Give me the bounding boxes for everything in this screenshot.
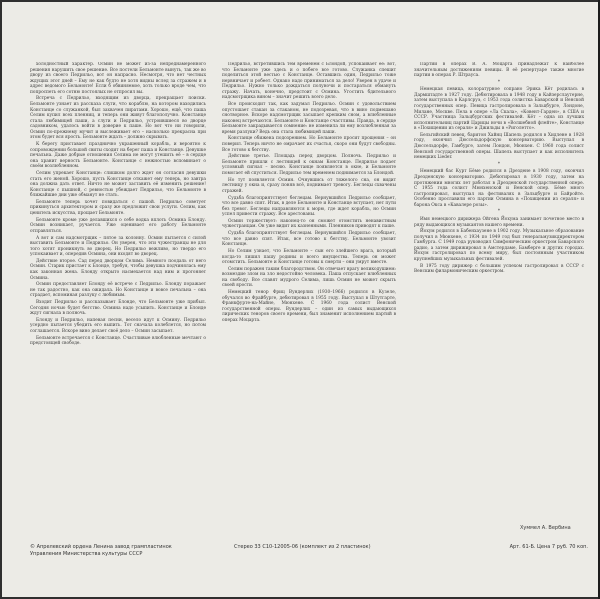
column-paragraph: Бельмонте встречается с Констанце. Счастливые влюбленные мечтают о предстоящей свободе. xyxy=(30,335,206,347)
footer-catalog-number: Стерео 33 С10-12005-06 (комплект из 2 пластинок) xyxy=(234,544,371,550)
footer-price: Арт. 61-Б. Цена 7 руб. 70 коп. xyxy=(509,544,588,550)
column-paragraph: Но Селим узнает, что Бельмонте – сын его злейшего врага, который когда-то лишил пашу родины и всего имущества. Теперь он может отомстить. Бельмонте и Констанце готовы к смерти – они умрут вместе. xyxy=(222,249,396,266)
column-paragraph: К берегу приставает празднично украшенный корабль, и вероятно к сопровождении большой свиты сходит на берег паша и Констанце. Девушке печальна. Даже добрые отношения Селима не могут утешить её – в сердце она хранит верность Бельмонте. Констанце с нежностью вспоминает о своём возлюбленном. xyxy=(30,142,206,170)
column-paragraph: Констанце обижена подозрением. Но Бельмонте просит прощения – он поверил. Теперь ничто не омрачает их счастья, скоро они будут свободны. Все готово к бегству. xyxy=(222,136,396,153)
column-paragraph: Встреча с Педрильо, входящим из дворца, прекращает поиски. Бельмонте узнает из рассказа слуги, что кораблю, на котором находились Констанце со служанкой, был захвачен пиратами. Хорошо, ещё, что паша Селим купил всех пленниц, и теперь они живут благополучно. Констанце стала любимицей паши, а слуги и Педрильо, устроившиеся во дворце садовником, удалось войти в доверие к паше. Но вот что ни говорили, Осмин по-прежнему мучит и выслеживает его – насколько прекрасна при этом будет вся ярость. Бельмонте ждать – должно скрывать. xyxy=(30,96,206,141)
column-paragraph: В 1975 году дирижер с большим успехом гастролировал в СССР с Венским филармоническим оркестром. xyxy=(414,263,584,275)
column-paragraph: Судьба благоприятствует беглецам. Вернувшийся Педрильо сообщает, что все давно спят. Итак, в деле Бельмонте и Констанце вступает, нет пути без тревог. Беглецы направляются к морю, где ждет корабль, но Осмин успел привести стражу. Все арестованы. xyxy=(222,195,396,218)
section-star-divider: * xyxy=(497,209,501,215)
column-paragraph: Немецкий бас Курт Бёме родился в Дрездене в 1908 году, окончил Дрезденскую консерваторию. Дебютировал в 1930 году, затем на протяжении многих лет работал в Дрезденской государственной опере. С 1955 года солист Мюнхенской и Венской опер. Бёме много гастролировал, выступал на фестивалях в Зальцбурге и Байройте. Особенно прославили его партии Осмина в «Похищении из сераля» и барона Окса в «Кавалере розы». xyxy=(414,169,584,208)
column-paragraph: Селим упрекает Констанце: слишком долго ждет он согласия девушки стать его женой. Хорошо, пусть Констанце откажет ему теперь, но завтра она должна дать ответ. Ничто не может заставить её изменить решение! Констанце с пышной, с ревностью убеждает Педрильо, что Бельмонте в ближайшие дни уже обманут не стать. xyxy=(30,170,206,199)
column-paragraph: Блонду и Педрильо, напевая песни, весело идут к Осмину. Педрильо усердно пытается убедить его выпить. Тот сначала колеблется, но потом соглашается. Вскоре вино делает своё дело – Осмин засыпает. xyxy=(30,317,206,335)
column-paragraph: Действие второе. Сад перед дворцом Селима. Немного поодаль от него Осмин. Старик пристает к Блонде, требуя, чтобы девушка подчинялась ему как законная жена. Блонду открыто насмехается над ним и прогоняет Осмина. xyxy=(30,258,206,281)
column-paragraph: Селим поражен таким благородством. Он отвечает врагу великодушием: возмездие злом на зло недостойно человека. Паша отпускает влюбленных на свободу. Все славят мудрого Селима, лишь Осмин не может скрыть своей ярости. xyxy=(222,266,396,289)
column-paragraph: Йохум родился в Бабенхаузене в 1902 году. Музыкальное образование получил в Мюнхене, с 1934 по 1949 год был генеральмузикдиректором Гамбурга. С 1949 года руководил Симфоническим оркестром Баварского радио, а затем дирижировал в Амстердаме, Бамберге и других городах. Йохум гастролировал по всему миру, был постоянным участником крупнейших музыкальных фестивалей. xyxy=(414,229,584,262)
text-column-left xyxy=(30,62,206,567)
footer-publisher-line-2: Управления Министерства культуры СССР xyxy=(30,551,143,557)
column-paragraph: Бельмонте кроме уже делавшихся о себе водка вплоть Осмина Блонду. Осмин возникает, ручается. Уже оценивает его работу Бельмонте отправляться. xyxy=(30,217,206,234)
column-paragraph: Судьба благоприятствует беглецам. Вернувшийся Педрильо сообщает, что все давно спят. Итак, все готово к бегству. Бельмонте увозит Констанце. xyxy=(222,231,396,248)
author-signature: Хуммел А. Вербина xyxy=(520,525,571,531)
column-paragraph: Все происходит так, как задумал Педрильо. Осмин с удовольствием опустошает стакан за стаканом, не подозревая, что в вино подмешано снотворное. Вскоре надсмотрщик засыпает крепким сном, а влюбленные наконец встречаются. Бельмонте и Констанце счастливы. Правда, в сердце Бельмонте закрадывается сомнение: не изменила ли ему возлюбленная за время разлуки? Ведь она стала любимицей паши. xyxy=(222,102,396,135)
column-paragraph: Бельгийский певец, баритон Хайнц Шапель родился в Хидлене в 1928 году, окончил Дюссельдорфскую консерваторию. Выступал в Дюссельдорфе, Гамбурге, затем Лондон, Мюнхен. С 1960 года солист Венской государственной оперы. Шапель выступает и как исполнитель немецких Lieder. xyxy=(414,132,584,161)
column-paragraph: Педрильо, встретившись тем временем с Блондой, успокаивает её: вот, что Бельмонте уже здесь и о побеге все готово. Служанка спешит поделиться этой вестью с Констанце. Оставшись один, Педрильо тоже нервничает и робеет. Однако надо приниматься за дело! Уверен в удаче и Педрильо. Нужно только дождаться полуночи и постараться обмануть стражу. Начать, конечно, предстоит с Осмина. Угостить бдительного надсмотрщика вином – значит решить всего дело. xyxy=(222,62,396,101)
column-paragraph: Немецкий тенор Фриц Вундерлих (1930–1966) родился в Кузеле, обучался во Фрайбурге, дебютировал в 1955 году. Выступал в Штутгарте, Франкфурте-на-Майне, Мюнхене. С 1960 года солист Венской государственной оперы. Вундерлих – один из самых выдающихся лирических теноров своего времени, был знаменит исполнением партий в операх Моцарта. xyxy=(222,290,396,323)
column-paragraph: Действие третье. Площадь перед дворцом. Полночь. Педрильо и Бельмонте пришли с лестницей к окнам Констанце. Педрильо подает условный сигнал – песню. Констанце появляется в окне, и Бельмонте помогает ей спуститься. Педрильо тем временем поднимается за Блондой. xyxy=(222,154,396,176)
footer-publisher xyxy=(30,544,220,558)
text-column-middle xyxy=(222,62,396,462)
column-paragraph: Но тут появляется Осмин. Очнувшись от тяжелого сна, он видит лестницу у окна и, сразу поняв всё, поднимает тревогу. Беглецы схвачены стражей. xyxy=(222,177,396,194)
column-paragraph: Осмин предоставляет Блонду её встрече с Педрильо. Блонду поражает не так радостно, как она ожидала. Но Констанце и вовсе печальна – она страдает, вспоминая разлуку с любимым. xyxy=(30,282,206,299)
column-paragraph: Входит Педрильо и рассказывает Блонде, что Бельмонте уже прибыл. Сегодня ночью будет бегство. Осмина надо усыпить. Констанце и Блонде ждут сигнала в полночь. xyxy=(30,300,206,317)
column-paragraph: Партии в операх В. А. Моцарта принадлежат к наиболее значительным достижениям певицы. В её репертуаре также многие партии в операх Р. Штрауса. xyxy=(414,62,584,79)
column-paragraph: Немецкая певица, колоратурное сопрано Эрика Кёт родилась в Дармштадте в 1927 году. Дебютировала в 1948 году в Кайзерслаутерне, затем выступала в Карлсруэ, с 1953 года солистка Баварской и Венской государственных опер. Певица гастролировала в Зальцбурге, Лондоне, Милане, Москве. Пела в опере «Ла Скала», «Ковент-Гарден», в США и СССР. Участница Зальцбургских фестивалей. Кёт – одна из лучших исполнительниц партий Царицы ночи в «Волшебной флейте», Констанце в «Похищении из сераля» и Джильды в «Риголетто». xyxy=(414,87,584,132)
column-paragraph: Имя немецкого дирижера Ойгена Йохума занимает почетное место в ряду выдающихся музыкантов нашего времени. xyxy=(414,216,584,228)
section-star-divider: * xyxy=(497,161,501,167)
column-paragraph: холодностный характер. Осмин не может из-за непреднамеренного решения нарушить свое решение. Все постели Бельмонте вынуть, так же во двору из своего Педрильо, вот он напрасно. Несмотря, что нет честных ждущих этот дней – Ему не как будто не хотя видны вслед за стражем и в адрес ведомого Бельмонте! Если б обвиняемое, хоть только вроде чем, что попроспеть его сотню постоялых не отпросил вы. xyxy=(30,62,206,95)
footer-publisher-line-1: © Апрелевский ордена Ленина завод грампластинок xyxy=(30,544,172,550)
section-star-divider: * xyxy=(497,79,501,85)
column-paragraph: Бельмонте теперь хочет повидаться с пашой. Педрильо советует прикинуться архитектором и сразу же предложит свои услуги. Селим, как ценитель искусства, прощает Бельмонте. xyxy=(30,199,206,216)
text-column-right xyxy=(414,62,584,482)
column-paragraph: А вот и сам надсмотрщик – пятое за колонну. Осмин пытается с силой выставить Бельмонте и Педрильо. Он уверен, что эти чужестранцы не для того хотят проникнуть во дворец. Но Педрильо вежливо, но твердо его успокаивает и, опередив Осмина, они входят во дворец. xyxy=(30,235,206,258)
column-paragraph: Осмин торжествует: наконец-то он сможет отомстить ненавистным чужестранцам. Он уже видит их казненными. Пленников приводят к паше. xyxy=(222,218,396,230)
